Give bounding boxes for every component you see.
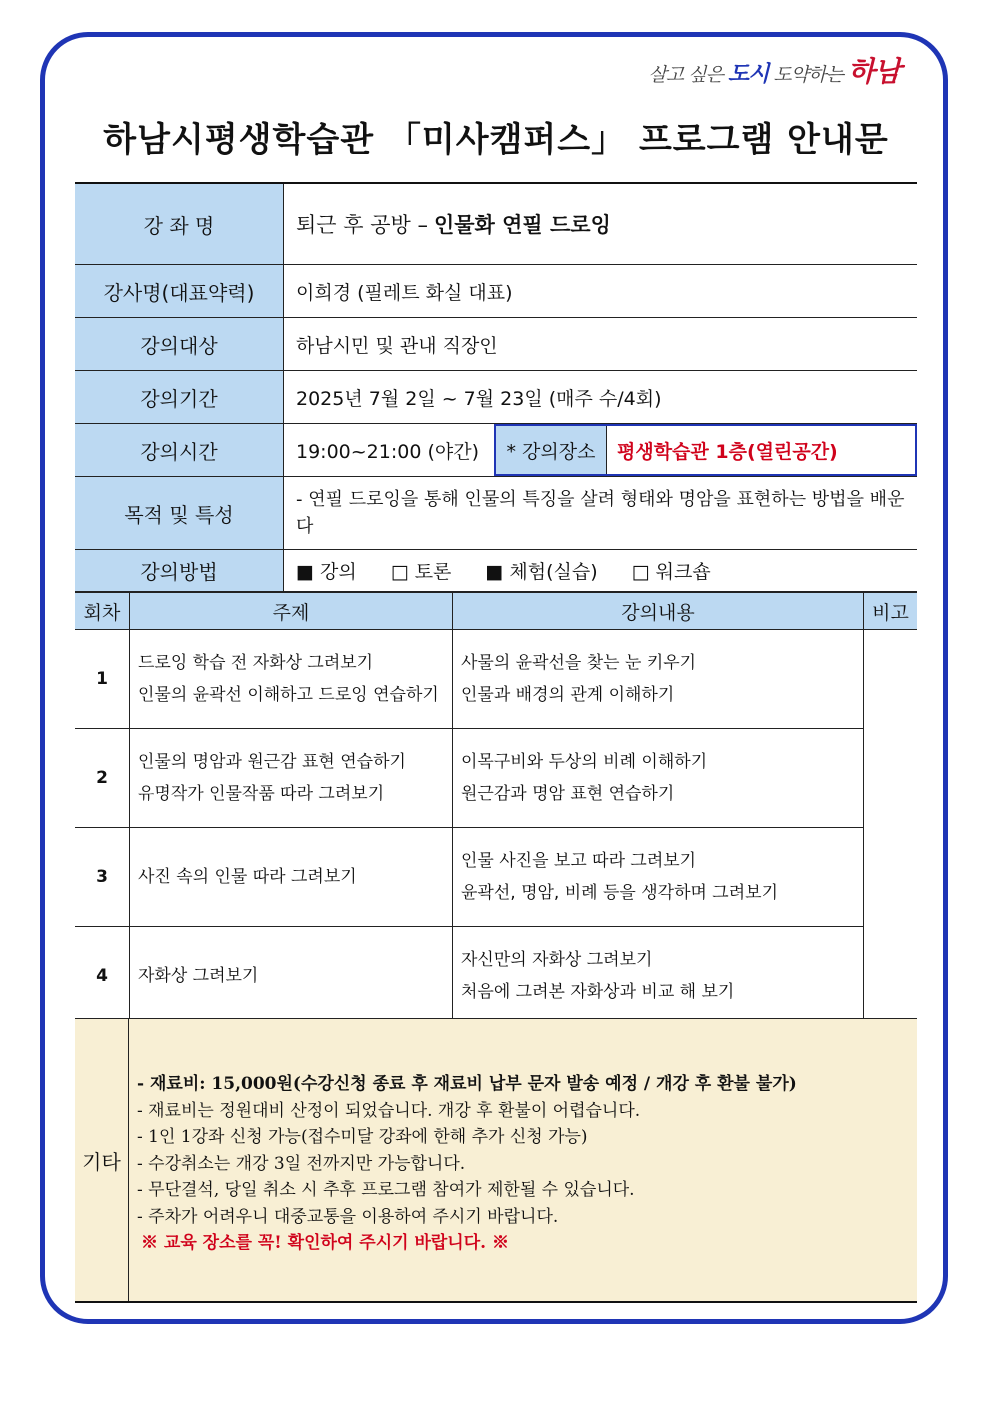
target-row [75, 318, 917, 371]
instructor-label: 강사명(대표약력) [75, 265, 284, 317]
course-value-bold: 인물화 연필 드로잉 [433, 213, 611, 237]
note-refund: - 재료비는 정원대비 산정이 되었습니다. 개강 후 환불이 어렵습니다. [137, 1100, 641, 1121]
time-value: 19:00~21:00 (야간) [296, 440, 480, 463]
city-slogan-logo [648, 50, 900, 90]
target-label: 강의대상 [75, 318, 284, 370]
slogan-pre: 살고 싶은 [648, 64, 723, 86]
course-value [284, 184, 917, 264]
session-number: 1 [75, 630, 130, 729]
table-row [75, 927, 917, 1026]
location-box [494, 424, 917, 476]
target-value: 하남시민 및 관내 직장인 [296, 334, 498, 357]
notes-section [75, 1018, 917, 1303]
location-value: 평생학습관 1층(열린공간) [617, 440, 838, 463]
session-number: 4 [75, 927, 130, 1026]
session-number: 3 [75, 828, 130, 927]
slogan-mid: 도약하는 [773, 64, 843, 86]
note-cancel: - 수강취소는 개강 3일 전까지만 가능합니다. [137, 1153, 466, 1174]
method-row [75, 550, 917, 592]
session-content: 자신만의 자화상 그려보기 처음에 그려본 자화상과 비교 해 보기 [453, 927, 864, 1026]
location-label: * 강의장소 [496, 426, 607, 474]
notes-label: 기타 [75, 1019, 129, 1301]
session-topic: 인물의 명암과 원근감 표현 연습하기 유명작가 인물작품 따라 그려보기 [130, 729, 453, 828]
method-lecture: ■ 강의 [296, 561, 357, 583]
header-note: 비고 [864, 593, 918, 630]
note-parking: - 주차가 어려우니 대중교통을 이용하여 주시기 바랍니다. [137, 1206, 559, 1227]
method-workshop: □ 워크숍 [631, 561, 711, 583]
course-label: 강 좌 명 [75, 184, 284, 264]
schedule-header-row [75, 593, 917, 630]
purpose-row [75, 477, 917, 550]
method-options [284, 550, 917, 591]
page-title: 하남시평생학습관 「미사캠퍼스」 프로그램 안내문 [103, 120, 889, 160]
header-topic: 주제 [130, 593, 453, 630]
period-row [75, 371, 917, 424]
purpose-value: - 연필 드로잉을 통해 인물의 특징을 살려 형태와 명암을 표현하는 방법을 배운다 [296, 489, 905, 537]
table-row [75, 729, 917, 828]
method-label: 강의방법 [75, 550, 284, 591]
session-note [864, 630, 918, 1026]
method-discussion: □ 토론 [390, 561, 452, 583]
purpose-label: 목적 및 특성 [75, 477, 284, 549]
header-session: 회차 [75, 593, 130, 630]
slogan-highlight: 도시 [727, 61, 769, 87]
session-content: 사물의 윤곽선을 찾는 눈 키우기 인물과 배경의 관계 이해하기 [453, 630, 864, 729]
time-row [75, 424, 917, 477]
note-one-course: - 1인 1강좌 신청 가능(접수미달 강좌에 한해 추가 신청 가능) [137, 1127, 588, 1147]
notes-body [129, 1019, 917, 1301]
session-topic: 자화상 그려보기 [130, 927, 453, 1026]
session-topic: 드로잉 학습 전 자화상 그려보기 인물의 윤곽선 이해하고 드로잉 연습하기 [130, 630, 453, 729]
note-location-alert: ※ 교육 장소를 꼭! 확인하여 주시기 바랍니다. ※ [141, 1233, 509, 1253]
course-row [75, 182, 917, 265]
note-absence: - 무단결석, 당일 취소 시 추후 프로그램 참여가 제한될 수 있습니다. [137, 1180, 635, 1200]
session-content: 인물 사진을 보고 따라 그려보기 윤곽선, 명암, 비례 등을 생각하며 그려보기 [453, 828, 864, 927]
slogan-city: 하남 [847, 55, 900, 88]
note-fee: - 재료비: 15,000원(수강신청 종료 후 재료비 납부 문자 발송 예정 / 개강 후 환불 불가) [137, 1074, 797, 1094]
table-row [75, 630, 917, 729]
course-value-plain: 퇴근 후 공방 – [296, 213, 428, 237]
session-topic: 사진 속의 인물 따라 그려보기 [130, 828, 453, 927]
period-label: 강의기간 [75, 371, 284, 423]
time-label: 강의시간 [75, 424, 284, 476]
session-content: 이목구비와 두상의 비례 이해하기 원근감과 명암 표현 연습하기 [453, 729, 864, 828]
instructor-row [75, 265, 917, 318]
course-info-table [75, 182, 917, 592]
table-row [75, 828, 917, 927]
schedule-table [75, 592, 917, 1026]
session-number: 2 [75, 729, 130, 828]
method-practice: ■ 체험(실습) [485, 561, 598, 583]
period-value: 2025년 7월 2일 ~ 7월 23일 (매주 수/4회) [296, 387, 662, 410]
header-content: 강의내용 [453, 593, 864, 630]
instructor-value: 이희경 (필레트 화실 대표) [296, 281, 513, 304]
